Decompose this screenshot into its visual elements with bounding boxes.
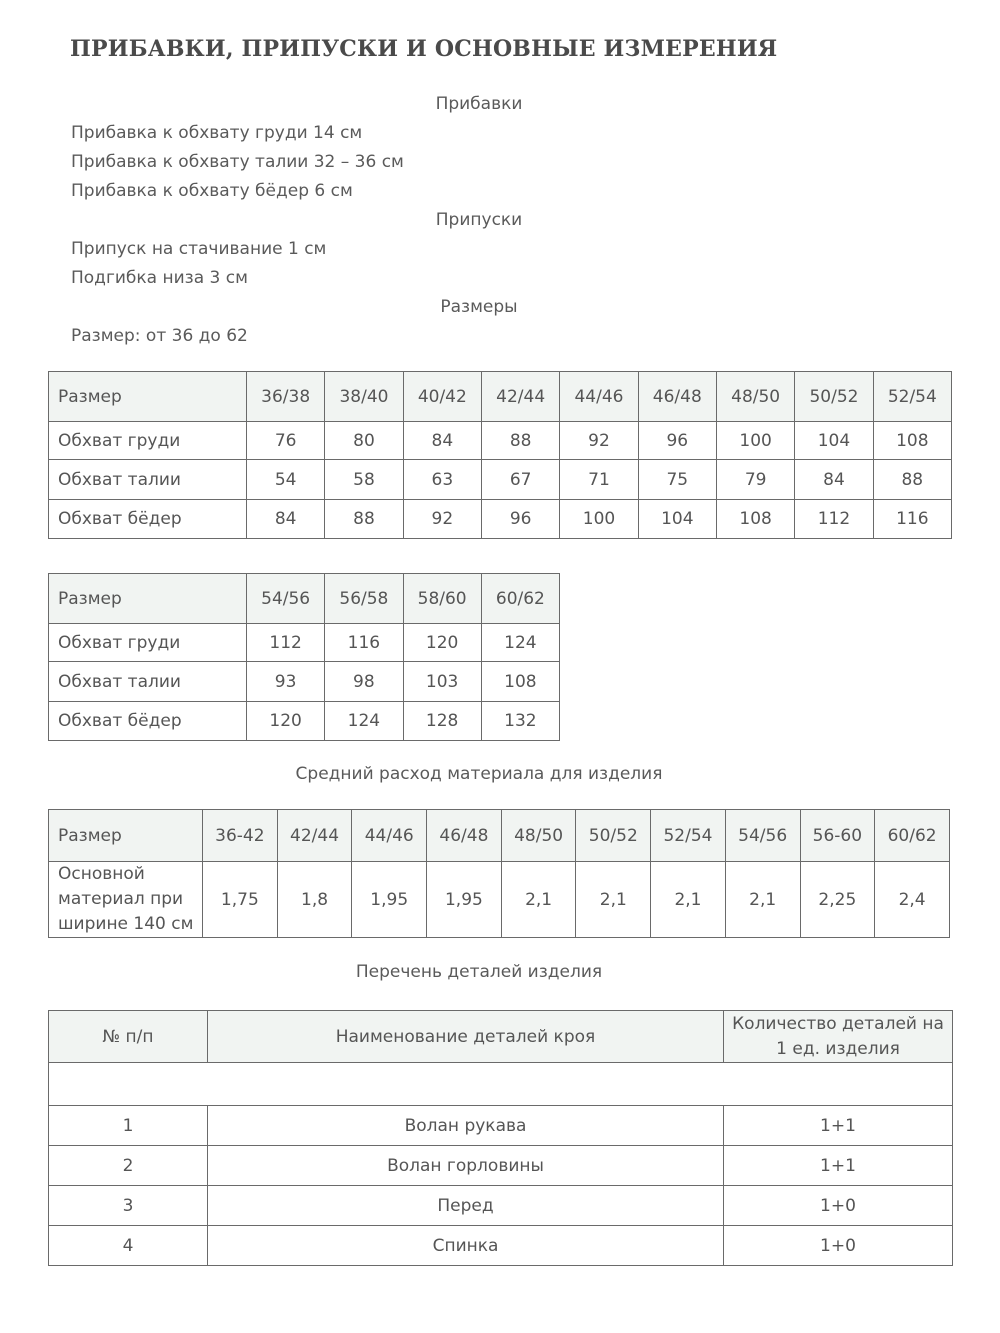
table-cell: 108: [716, 500, 794, 539]
measurements-table-1: [48, 371, 952, 539]
table-cell: 120: [403, 624, 481, 662]
table-row: [49, 624, 560, 662]
table-cell: 1,8: [277, 862, 352, 938]
size-header-cell: 50/52: [795, 372, 873, 422]
size-header-cell: 60/62: [481, 574, 559, 624]
table-row: [49, 422, 952, 460]
size-header-cell: 50/52: [576, 810, 651, 862]
size-header-cell: 44/46: [352, 810, 427, 862]
size-header-cell: 44/46: [560, 372, 638, 422]
col-header-qty: Количество деталей на 1 ед. изделия: [724, 1011, 953, 1063]
size-header-cell: 42/44: [481, 372, 559, 422]
consumption-table: [48, 809, 950, 938]
size-header-cell: 36-42: [203, 810, 278, 862]
table-cell: 84: [403, 422, 481, 460]
table-row: [49, 1226, 953, 1266]
size-range-line: Размер: от 36 до 62: [71, 326, 248, 346]
table-cell: 112: [247, 624, 325, 662]
row-label: Обхват груди: [49, 624, 247, 662]
part-quantity: 1+1: [724, 1146, 953, 1186]
table-row: [49, 810, 950, 862]
table-cell: 88: [873, 460, 951, 500]
size-header-cell: 36/38: [247, 372, 325, 422]
size-header-cell: 58/60: [403, 574, 481, 624]
table-cell: 2,25: [800, 862, 875, 938]
table-cell: 2,4: [875, 862, 950, 938]
table-cell: 76: [247, 422, 325, 460]
part-quantity: 1+0: [724, 1186, 953, 1226]
table-cell: 132: [481, 702, 559, 741]
sizes-heading: Размеры: [440, 297, 518, 317]
parts-heading: Перечень деталей изделия: [355, 962, 603, 982]
size-header-cell: 52/54: [873, 372, 951, 422]
size-header-cell: 38/40: [325, 372, 403, 422]
size-header-cell: 52/54: [651, 810, 726, 862]
size-header-cell: 56/58: [325, 574, 403, 624]
table-cell: 88: [325, 500, 403, 539]
row-label: Размер: [49, 372, 247, 422]
table-cell: 1,95: [427, 862, 502, 938]
table-cell: 108: [873, 422, 951, 460]
table-cell: 116: [873, 500, 951, 539]
table-header-row: [49, 574, 560, 624]
part-quantity: 1+1: [724, 1106, 953, 1146]
row-label: Обхват талии: [49, 460, 247, 500]
size-header-cell: 48/50: [716, 372, 794, 422]
table-cell: 54: [247, 460, 325, 500]
table-row: [49, 662, 560, 702]
row-label: Размер: [49, 574, 247, 624]
seams-heading: Припуски: [435, 210, 523, 230]
table-header-row: [49, 372, 952, 422]
table-cell: 71: [560, 460, 638, 500]
parts-table: [48, 1010, 953, 1266]
table-row: [49, 702, 560, 741]
part-name: Перед: [208, 1186, 724, 1226]
part-number: 1: [49, 1106, 208, 1146]
table-cell: 116: [325, 624, 403, 662]
table-cell: 96: [638, 422, 716, 460]
seam-line: Припуск на стачивание 1 см: [71, 239, 327, 259]
table-row: [49, 500, 952, 539]
measurements-table-2: [48, 573, 560, 741]
table-row: [49, 1106, 953, 1146]
table-cell: 84: [247, 500, 325, 539]
consumption-heading: Средний расход материала для изделия: [295, 764, 663, 784]
table-cell: 124: [325, 702, 403, 741]
table-cell: 1,75: [203, 862, 278, 938]
table-cell: 92: [403, 500, 481, 539]
table-cell: 88: [481, 422, 559, 460]
table-cell: 58: [325, 460, 403, 500]
table-cell: 2,1: [576, 862, 651, 938]
col-header-num: № п/п: [49, 1011, 208, 1063]
table-cell: 2,1: [651, 862, 726, 938]
table-cell: 100: [716, 422, 794, 460]
row-label: Обхват талии: [49, 662, 247, 702]
part-name: Волан горловины: [208, 1146, 724, 1186]
seam-line: Подгибка низа 3 см: [71, 268, 248, 288]
part-quantity: 1+0: [724, 1226, 953, 1266]
table-cell: 104: [795, 422, 873, 460]
size-header-cell: 54/56: [725, 810, 800, 862]
table-cell: 63: [403, 460, 481, 500]
table-cell: 80: [325, 422, 403, 460]
table-cell: 2,1: [501, 862, 576, 938]
row-label: Размер: [49, 810, 203, 862]
table-cell: 92: [560, 422, 638, 460]
page-title: ПРИБАВКИ, ПРИПУСКИ И ОСНОВНЫЕ ИЗМЕРЕНИЯ: [70, 36, 778, 62]
part-name: Спинка: [208, 1226, 724, 1266]
table-cell: 2,1: [725, 862, 800, 938]
table-row: [49, 1011, 953, 1063]
size-header-cell: 60/62: [875, 810, 950, 862]
empty-cell: [49, 1063, 953, 1106]
part-number: 4: [49, 1226, 208, 1266]
size-header-cell: 42/44: [277, 810, 352, 862]
size-header-cell: 46/48: [638, 372, 716, 422]
table-cell: 93: [247, 662, 325, 702]
table-cell: 84: [795, 460, 873, 500]
table-cell: 112: [795, 500, 873, 539]
part-number: 3: [49, 1186, 208, 1226]
table-cell: 75: [638, 460, 716, 500]
table-cell: 104: [638, 500, 716, 539]
table-cell: 96: [481, 500, 559, 539]
table-cell: 128: [403, 702, 481, 741]
size-header-cell: 56-60: [800, 810, 875, 862]
table-cell: 120: [247, 702, 325, 741]
row-label: Обхват груди: [49, 422, 247, 460]
allowance-line: Прибавка к обхвату талии 32 – 36 см: [71, 152, 404, 172]
table-row-empty: [49, 1063, 953, 1106]
table-cell: 1,95: [352, 862, 427, 938]
row-label: Обхват бёдер: [49, 500, 247, 539]
part-name: Волан рукава: [208, 1106, 724, 1146]
table-cell: 67: [481, 460, 559, 500]
col-header-name: Наименование деталей кроя: [208, 1011, 724, 1063]
size-header-cell: 54/56: [247, 574, 325, 624]
size-header-cell: 40/42: [403, 372, 481, 422]
allowances-heading: Прибавки: [435, 94, 523, 114]
row-label: Обхват бёдер: [49, 702, 247, 741]
allowance-line: Прибавка к обхвату бёдер 6 см: [71, 181, 353, 201]
size-header-cell: 48/50: [501, 810, 576, 862]
table-row: [49, 1146, 953, 1186]
allowance-line: Прибавка к обхвату груди 14 см: [71, 123, 363, 143]
size-header-cell: 46/48: [427, 810, 502, 862]
table-cell: 124: [481, 624, 559, 662]
part-number: 2: [49, 1146, 208, 1186]
table-cell: 79: [716, 460, 794, 500]
table-row: [49, 1186, 953, 1226]
table-cell: 103: [403, 662, 481, 702]
table-row: [49, 862, 950, 938]
table-cell: 98: [325, 662, 403, 702]
row-label: Основной материал при ширине 140 см: [49, 862, 203, 938]
table-cell: 108: [481, 662, 559, 702]
table-cell: 100: [560, 500, 638, 539]
table-row: [49, 460, 952, 500]
